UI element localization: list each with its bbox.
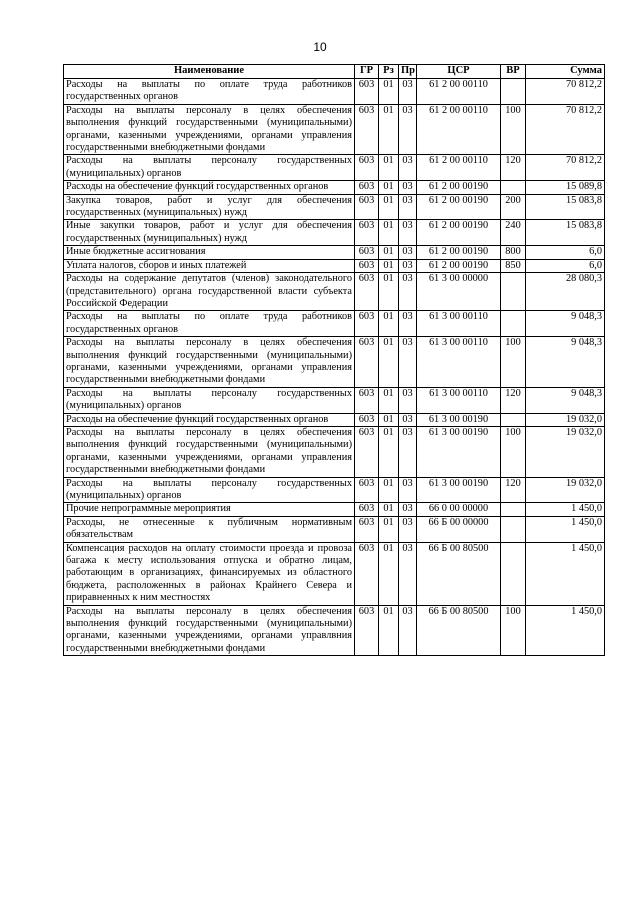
cell-vr: [501, 516, 526, 542]
cell-gr: 603: [355, 413, 379, 426]
header-sum: Сумма: [526, 65, 605, 79]
cell-pr: 03: [399, 542, 417, 605]
cell-name: Уплата налогов, сборов и иных платежей: [64, 259, 355, 272]
cell-sum: 28 080,3: [526, 273, 605, 311]
cell-pr: 03: [399, 311, 417, 337]
cell-csr: 61 3 00 00190: [417, 413, 501, 426]
cell-name: Закупка товаров, работ и услуг для обеспечения государственных (муниципальных) нужд: [64, 194, 355, 220]
cell-gr: 603: [355, 426, 379, 477]
cell-pr: 03: [399, 104, 417, 155]
header-rz: Рз: [379, 65, 399, 79]
cell-gr: 603: [355, 605, 379, 656]
cell-gr: 603: [355, 155, 379, 181]
table-row: [64, 220, 605, 246]
table-row: [64, 311, 605, 337]
table-row: [64, 273, 605, 311]
table-row: [64, 194, 605, 220]
cell-rz: 01: [379, 220, 399, 246]
cell-pr: 03: [399, 477, 417, 503]
table-row: [64, 104, 605, 155]
table-row: [64, 259, 605, 272]
cell-pr: 03: [399, 259, 417, 272]
cell-gr: 603: [355, 337, 379, 388]
cell-gr: 603: [355, 503, 379, 516]
cell-gr: 603: [355, 220, 379, 246]
table-row: [64, 181, 605, 194]
cell-sum: 6,0: [526, 259, 605, 272]
header-pr: Пр: [399, 65, 417, 79]
cell-vr: 100: [501, 337, 526, 388]
cell-vr: [501, 311, 526, 337]
cell-name: Иные бюджетные ассигнования: [64, 246, 355, 259]
cell-csr: 61 3 00 00110: [417, 337, 501, 388]
table-row: [64, 477, 605, 503]
cell-name: Расходы на обеспечение функций государственных органов: [64, 181, 355, 194]
cell-gr: 603: [355, 104, 379, 155]
header-name: Наименование: [64, 65, 355, 79]
table-row: [64, 516, 605, 542]
cell-sum: 6,0: [526, 246, 605, 259]
cell-name: Расходы на выплаты персоналу в целях обеспечения выполнения функций государственными (муниципальными) органами, казенными учреждениями, органами управления государственными внебюджетными фондами: [64, 104, 355, 155]
table-row: [64, 426, 605, 477]
table-row: [64, 79, 605, 105]
cell-csr: 61 2 00 00190: [417, 246, 501, 259]
cell-name: Расходы на выплаты персоналу в целях обеспечения выполнения функций государственными (муниципальными) органами, казенными учреждениями, органами управления государственными внебюджетными фондами: [64, 337, 355, 388]
cell-csr: 61 3 00 00190: [417, 426, 501, 477]
cell-vr: 200: [501, 194, 526, 220]
cell-sum: 1 450,0: [526, 542, 605, 605]
cell-csr: 66 0 00 00000: [417, 503, 501, 516]
cell-pr: 03: [399, 387, 417, 413]
cell-rz: 01: [379, 413, 399, 426]
cell-sum: 15 083,8: [526, 194, 605, 220]
cell-rz: 01: [379, 246, 399, 259]
budget-table: [63, 64, 605, 656]
cell-pr: 03: [399, 194, 417, 220]
cell-rz: 01: [379, 155, 399, 181]
cell-sum: 19 032,0: [526, 477, 605, 503]
cell-name: Расходы на выплаты персоналу государственных (муниципальных) органов: [64, 387, 355, 413]
cell-csr: 61 2 00 00110: [417, 79, 501, 105]
cell-gr: 603: [355, 311, 379, 337]
cell-pr: 03: [399, 516, 417, 542]
cell-vr: 120: [501, 477, 526, 503]
cell-vr: 100: [501, 605, 526, 656]
cell-rz: 01: [379, 311, 399, 337]
cell-gr: 603: [355, 181, 379, 194]
cell-vr: [501, 413, 526, 426]
cell-csr: 61 2 00 00190: [417, 194, 501, 220]
cell-vr: [501, 503, 526, 516]
cell-sum: 19 032,0: [526, 413, 605, 426]
cell-pr: 03: [399, 155, 417, 181]
cell-pr: 03: [399, 246, 417, 259]
table-row: [64, 337, 605, 388]
cell-sum: 70 812,2: [526, 79, 605, 105]
cell-csr: 61 2 00 00190: [417, 220, 501, 246]
cell-name: Расходы на выплаты персоналу в целях обеспечения выполнения функций государственными (муниципальными) органами, казенными учреждениями, органами управлвния государственными внебюджетными фондами: [64, 605, 355, 656]
cell-rz: 01: [379, 104, 399, 155]
cell-sum: 70 812,2: [526, 155, 605, 181]
cell-rz: 01: [379, 516, 399, 542]
cell-csr: 61 2 00 00190: [417, 181, 501, 194]
cell-rz: 01: [379, 337, 399, 388]
cell-name: Расходы на выплаты персоналу в целях обеспечения выполнения функций государственными (муниципальными) органами, казенными учреждениями, органами управления государственными внебюджетными фондами: [64, 426, 355, 477]
cell-csr: 61 3 00 00110: [417, 311, 501, 337]
cell-sum: 1 450,0: [526, 503, 605, 516]
cell-rz: 01: [379, 259, 399, 272]
cell-csr: 61 2 00 00110: [417, 104, 501, 155]
table-row: [64, 503, 605, 516]
cell-sum: 15 089,8: [526, 181, 605, 194]
cell-pr: 03: [399, 79, 417, 105]
cell-name: Расходы на выплаты по оплате труда работников государственных органов: [64, 311, 355, 337]
cell-name: Прочие непрограммные мероприятия: [64, 503, 355, 516]
cell-rz: 01: [379, 503, 399, 516]
cell-rz: 01: [379, 426, 399, 477]
cell-vr: 100: [501, 104, 526, 155]
cell-vr: 850: [501, 259, 526, 272]
cell-name: Расходы на выплаты персоналу государственных (муниципальных) органов: [64, 477, 355, 503]
cell-gr: 603: [355, 79, 379, 105]
cell-name: Компенсация расходов на оплату стоимости проезда и провоза багажа к месту использования отпуска и обратно лицам, работающим в организациях, финансируемых из областного бюджета, расположенных в районах Крайнего Севера и приравненных к ним местностях: [64, 542, 355, 605]
table-row: [64, 246, 605, 259]
cell-name: Расходы на обеспечение функций государственных органов: [64, 413, 355, 426]
cell-sum: 9 048,3: [526, 337, 605, 388]
cell-pr: 03: [399, 413, 417, 426]
cell-vr: 100: [501, 426, 526, 477]
cell-gr: 603: [355, 273, 379, 311]
cell-sum: 9 048,3: [526, 311, 605, 337]
cell-csr: 66 Б 00 00000: [417, 516, 501, 542]
cell-gr: 603: [355, 387, 379, 413]
cell-vr: [501, 181, 526, 194]
cell-pr: 03: [399, 273, 417, 311]
cell-csr: 61 3 00 00110: [417, 387, 501, 413]
cell-rz: 01: [379, 273, 399, 311]
header-vr: ВР: [501, 65, 526, 79]
page-number: 10: [313, 40, 327, 54]
cell-vr: 120: [501, 387, 526, 413]
cell-pr: 03: [399, 181, 417, 194]
cell-name: Расходы на выплаты персоналу государственных (муниципальных) органов: [64, 155, 355, 181]
cell-gr: 603: [355, 516, 379, 542]
cell-gr: 603: [355, 194, 379, 220]
cell-rz: 01: [379, 477, 399, 503]
cell-sum: 15 083,8: [526, 220, 605, 246]
cell-vr: 120: [501, 155, 526, 181]
cell-vr: [501, 79, 526, 105]
cell-rz: 01: [379, 387, 399, 413]
cell-rz: 01: [379, 542, 399, 605]
cell-vr: 800: [501, 246, 526, 259]
cell-csr: 66 Б 00 80500: [417, 542, 501, 605]
cell-pr: 03: [399, 220, 417, 246]
cell-pr: 03: [399, 426, 417, 477]
cell-csr: 61 2 00 00110: [417, 155, 501, 181]
cell-gr: 603: [355, 542, 379, 605]
table-row: [64, 413, 605, 426]
cell-pr: 03: [399, 503, 417, 516]
cell-csr: 61 3 00 00190: [417, 477, 501, 503]
cell-sum: 1 450,0: [526, 605, 605, 656]
cell-rz: 01: [379, 79, 399, 105]
cell-csr: 66 Б 00 80500: [417, 605, 501, 656]
cell-pr: 03: [399, 337, 417, 388]
cell-sum: 1 450,0: [526, 516, 605, 542]
cell-sum: 9 048,3: [526, 387, 605, 413]
cell-gr: 603: [355, 246, 379, 259]
table-row: [64, 387, 605, 413]
cell-vr: [501, 273, 526, 311]
cell-name: Расходы на выплаты по оплате труда работников государственных органов: [64, 79, 355, 105]
cell-rz: 01: [379, 194, 399, 220]
cell-csr: 61 2 00 00190: [417, 259, 501, 272]
cell-rz: 01: [379, 181, 399, 194]
cell-csr: 61 3 00 00000: [417, 273, 501, 311]
header-gr: ГР: [355, 65, 379, 79]
cell-name: Иные закупки товаров, работ и услуг для обеспечения государственных (муниципальных) нужд: [64, 220, 355, 246]
cell-vr: [501, 542, 526, 605]
cell-sum: 70 812,2: [526, 104, 605, 155]
cell-gr: 603: [355, 259, 379, 272]
table-row: [64, 605, 605, 656]
cell-gr: 603: [355, 477, 379, 503]
table-header-row: [64, 65, 605, 79]
table-row: [64, 542, 605, 605]
cell-name: Расходы на содержание депутатов (членов) законодательного (представительного) органа государственной власти субъекта Российской Федерации: [64, 273, 355, 311]
cell-vr: 240: [501, 220, 526, 246]
cell-name: Расходы, не отнесенные к публичным нормативным обязательствам: [64, 516, 355, 542]
cell-pr: 03: [399, 605, 417, 656]
cell-rz: 01: [379, 605, 399, 656]
table-row: [64, 155, 605, 181]
header-csr: ЦСР: [417, 65, 501, 79]
cell-sum: 19 032,0: [526, 426, 605, 477]
